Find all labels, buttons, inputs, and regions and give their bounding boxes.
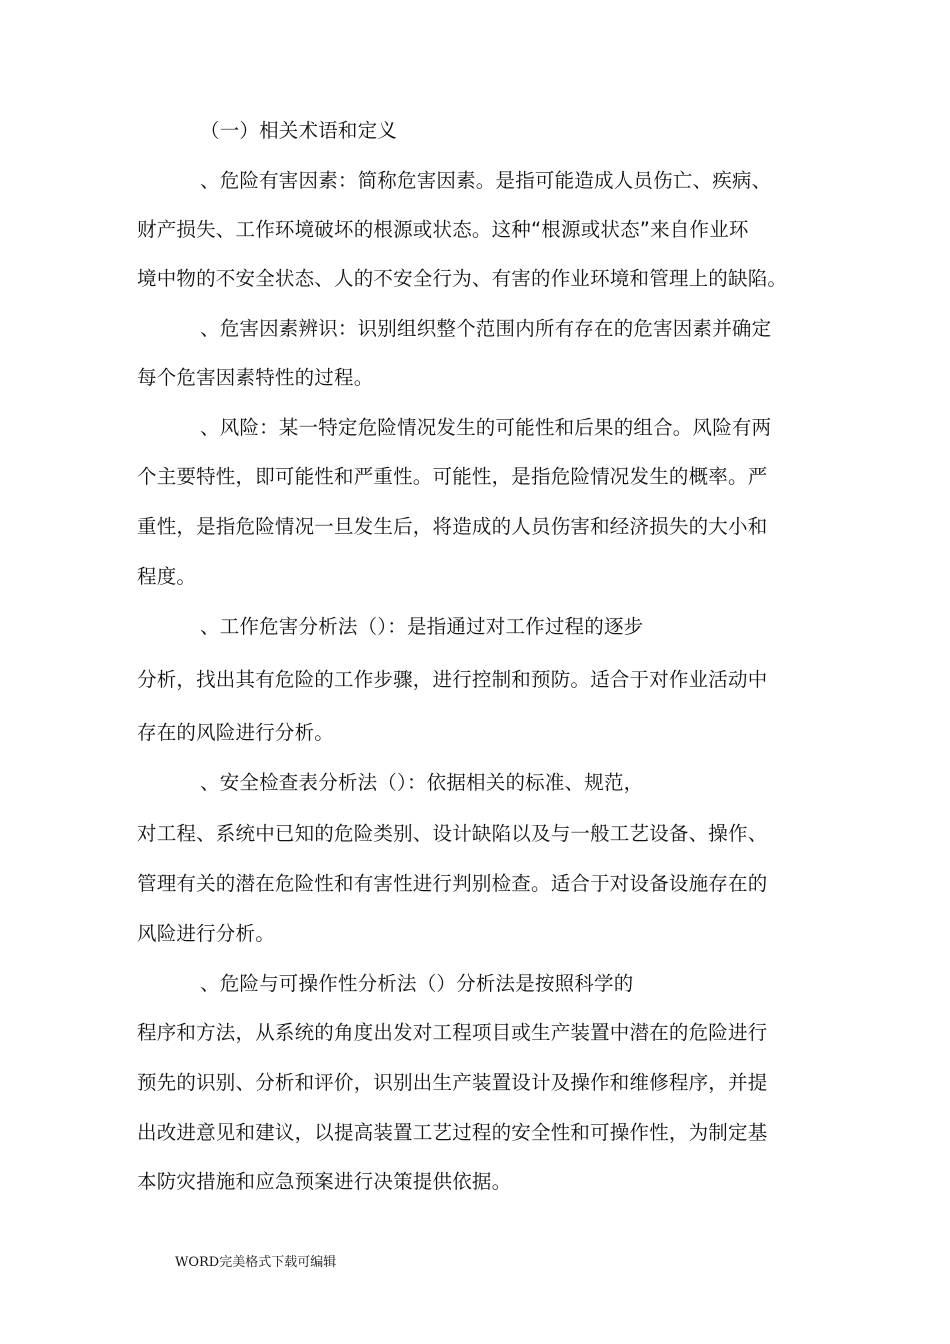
paragraph-line: 本防灾措施和应急预案进行决策提供依据。 [137, 1170, 512, 1193]
page-footer: WORD完美格式下载可编辑 [175, 1255, 337, 1270]
paragraph-line: 重性，是指危险情况一旦发生后，将造成的人员伤害和经济损失的大小和 [137, 515, 768, 538]
paragraph-line: 风险进行分析。 [137, 922, 275, 945]
paragraph-line: 、危险与可操作性分析法（）分析法是按照科学的 [200, 972, 634, 995]
paragraph-line: 境中物的不安全状态、人的不安全行为、有害的作业环境和管理上的缺陷。 [137, 267, 788, 290]
paragraph-line: 、危险有害因素：简称危害因素。是指可能造成人员伤亡、疾病、 [200, 169, 772, 192]
paragraph-line: 个主要特性，即可能性和严重性。可能性，是指危险情况发生的概率。严 [137, 465, 768, 488]
paragraph-line: 存在的风险进行分析。 [137, 721, 335, 744]
paragraph-line: 、风险：某一特定危险情况发生的可能性和后果的组合。风险有两 [200, 416, 772, 439]
paragraph-line: 程度。 [137, 565, 197, 588]
paragraph-line: 、安全检查表分析法（）：依据相关的标准、规范， [200, 771, 644, 794]
paragraph-line: 管理有关的潜在危险性和有害性进行判别检查。适合于对设备设施存在的 [137, 872, 768, 895]
section-heading: （一）相关术语和定义 [200, 119, 398, 142]
paragraph-line: 对工程、系统中已知的危险类别、设计缺陷以及与一般工艺设备、操作、 [137, 822, 768, 845]
paragraph-line: 程序和方法，从系统的角度出发对工程项目或生产装置中潜在的危险进行 [137, 1021, 768, 1044]
paragraph-line: 、危害因素辨识：识别组织整个范围内所有存在的危害因素并确定 [200, 317, 772, 340]
paragraph-line: 财产损失、工作环境破坏的根源或状态。这种“根源或状态”来自作业环 [137, 218, 749, 241]
paragraph-line: 每个危害因素特性的过程。 [137, 366, 374, 389]
paragraph-line: 、工作危害分析法（）：是指通过对工作过程的逐步 [200, 615, 644, 638]
paragraph-line: 出改进意见和建议，以提高装置工艺过程的安全性和可操作性，为制定基 [137, 1121, 768, 1144]
paragraph-line: 分析，找出其有危险的工作步骤，进行控制和预防。适合于对作业活动中 [137, 668, 768, 691]
paragraph-line: 预先的识别、分析和评价，识别出生产装置设计及操作和维修程序，并提 [137, 1071, 768, 1094]
